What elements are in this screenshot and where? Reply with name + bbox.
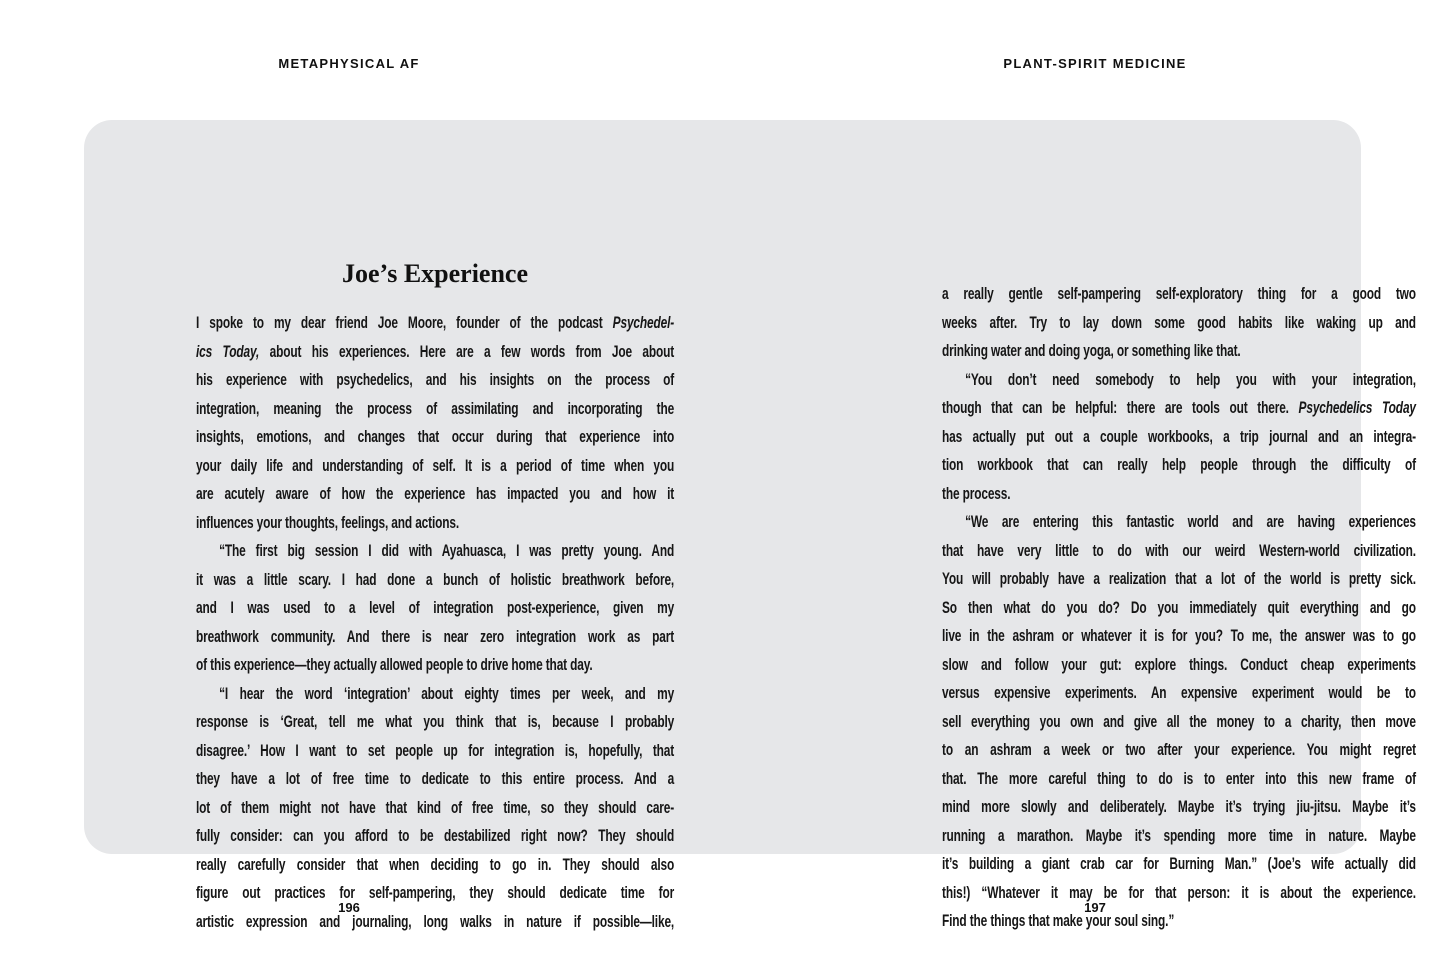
text-line: mind more slowly and deliberately. Maybe it’s trying jiu-jitsu. Maybe it’s — [942, 797, 1416, 816]
text-line: weeks after. Try to lay down some good habits like waking up and — [942, 312, 1416, 332]
text-line: that. The more careful thing to do is to enter into this new frame of — [942, 768, 1416, 788]
text-line: his experience with psychedelics, and his insights on the process of — [196, 370, 675, 389]
text-line: the process. — [942, 483, 1011, 503]
text-line: versus expensive experiments. An expensive experiment would be to — [942, 683, 1416, 702]
text-line: disagree.’ How I want to set people up for integration is, hopefully, that — [196, 740, 675, 760]
text-line: slow and follow your gut: explore things. Conduct cheap experiments — [942, 654, 1416, 674]
page-number-left: 196 — [338, 900, 360, 915]
right-page-column — [942, 280, 1416, 936]
text-line: this!) “Whatever it may be for that person: it is about the experience. — [942, 882, 1416, 902]
text-line: it’s building a giant crab car for Burning Man.” (Joe’s wife actually did — [942, 854, 1416, 873]
text-line: it was a little scary. I had done a bunch of holistic breathwork before, — [196, 569, 675, 589]
text-line: “You don’t need somebody to help you with your integration, — [965, 369, 1416, 389]
text-line: though that can be helpful: there are tools out there. Psychedelics Today — [942, 398, 1416, 417]
paragraph — [942, 280, 1416, 366]
running-head-right: PLANT-SPIRIT MEDICINE — [1003, 56, 1187, 71]
text-line: figure out practices for self-pampering, they should dedicate time for — [196, 883, 675, 902]
text-line: Find the things that make your soul sing.” — [942, 911, 1175, 930]
page-number-right: 197 — [1084, 900, 1106, 915]
text-line: are acutely aware of how the experience has impacted you and how it — [196, 484, 675, 503]
running-head-left: METAPHYSICAL AF — [278, 56, 420, 71]
text-line: sell everything you own and give all the money to a charity, then move — [942, 711, 1416, 731]
text-line: response is ‘Great, tell me what you think that is, because I probably — [196, 712, 675, 731]
text-line: insights, emotions, and changes that occur during that experience into — [196, 427, 675, 446]
text-line: integration, meaning the process of assimilating and incorporating the — [196, 398, 675, 418]
text-line: really carefully consider that when deciding to go in. They should also — [196, 854, 675, 874]
text-line: and I was used to a level of integration post-experience, given my — [196, 598, 675, 617]
text-line: a really gentle self-pampering self-exploratory thing for a good two — [942, 284, 1416, 303]
page-title: Joe’s Experience — [341, 259, 529, 288]
paragraph — [942, 366, 1416, 509]
paragraph — [196, 309, 674, 537]
text-line: “We are entering this fantastic world and are having experiences — [965, 512, 1416, 531]
text-line: has actually put out a couple workbooks, a trip journal and an integra- — [942, 426, 1416, 446]
text-line: tion workbook that can really help people through the difficulty of — [942, 455, 1416, 474]
paragraph — [942, 508, 1416, 936]
text-line: running a marathon. Maybe it’s spending more time in nature. Maybe — [942, 825, 1416, 845]
text-line: live in the ashram or whatever it is for you? To me, the answer was to go — [942, 626, 1416, 645]
left-page-column — [196, 258, 674, 936]
text-line: “I hear the word ‘integration’ about eighty times per week, and my — [219, 683, 675, 703]
paragraph — [196, 537, 674, 680]
text-line: ics Today, about his experiences. Here are a few words from Joe about — [196, 341, 675, 361]
text-line: that have very little to do with our weird Western-world civilization. — [942, 540, 1416, 560]
text-line: breathwork community. And there is near zero integration work as part — [196, 626, 675, 646]
text-line: drinking water and doing yoga, or something like that. — [942, 341, 1241, 360]
text-line: So then what do you do? Do you immediately quit everything and go — [942, 597, 1416, 617]
text-line: fully consider: can you afford to be destabilized right now? They should — [196, 826, 675, 845]
text-line: they have a lot of free time to dedicate to this entire process. And a — [196, 769, 675, 788]
right-page-text — [942, 280, 1416, 936]
text-line: influences your thoughts, feelings, and actions. — [196, 512, 460, 532]
paragraph — [196, 680, 674, 937]
left-page-text — [196, 309, 674, 936]
text-line: of this experience—they actually allowed people to drive home that day. — [196, 655, 593, 674]
text-line: lot of them might not have that kind of free time, so they should care- — [196, 797, 675, 817]
text-line: “The first big session I did with Ayahuasca, I was pretty young. And — [219, 541, 675, 560]
text-line: your daily life and understanding of self. It is a period of time when you — [196, 455, 675, 475]
text-line: artistic expression and journaling, long walks in nature if possible—like, — [196, 911, 675, 931]
text-line: to an ashram a week or two after your experience. You might regret — [942, 740, 1416, 759]
text-line: I spoke to my dear friend Joe Moore, founder of the podcast Psychedel- — [196, 313, 675, 332]
text-line: You will probably have a realization that a lot of the world is pretty sick. — [942, 569, 1416, 588]
